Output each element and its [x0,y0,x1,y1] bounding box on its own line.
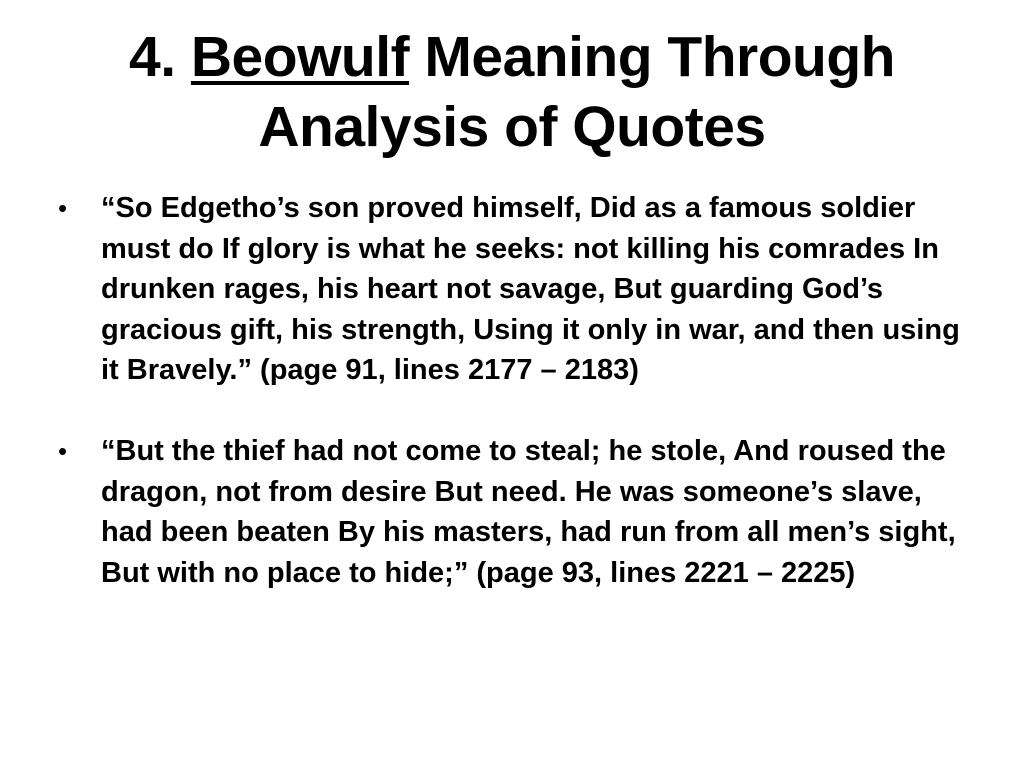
title-book-name: Beowulf [190,25,410,89]
title-line1-rest: Meaning Through [409,25,895,89]
bullet-icon: • [58,435,68,466]
quote-text-2: “But the thief had not come to steal; he stole, And roused the dragon, not from desire But need. He was someone’s slave, had been beaten By his masters, had run from all men’s sight, But with no place to hide;” (page 93, lines 2221 – 2225) [101,434,956,589]
quote-list [58,188,978,593]
slide-title [40,22,984,162]
quote-item-1 [58,188,978,391]
title-line2: Analysis of Quotes [258,95,766,159]
title-prefix: 4. [129,25,191,89]
bullet-icon: • [58,193,68,223]
quote-text-1: “So Edgetho’s son proved himself, Did as a famous soldier must do If glory is what he seeks: not killing his comrades In drunken rages, his heart not savage, But guarding God’s gracious gift, his strength, Using it only in war, and then using it Bravely.” (page 91, lines 2177 – 2183) [101,192,960,387]
quote-item-2 [58,431,978,593]
